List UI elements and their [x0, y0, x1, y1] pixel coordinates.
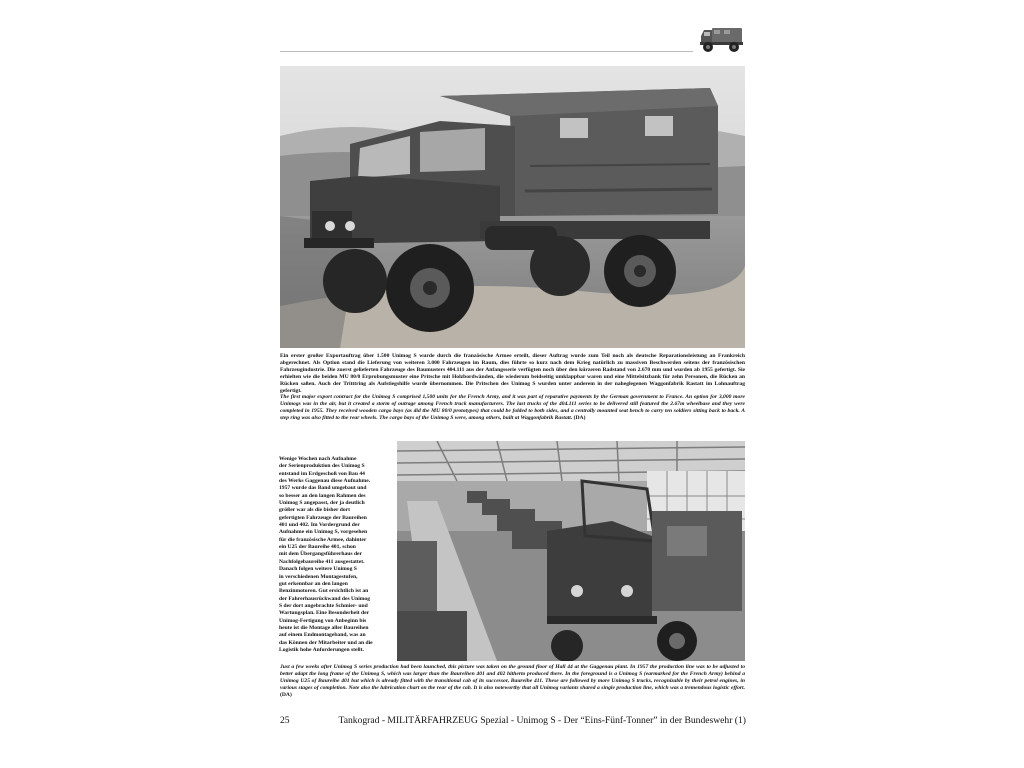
sidebar-line: ein U25 der Baureihe 401, schon	[279, 544, 356, 551]
sidebar-caption-german	[279, 456, 391, 654]
caption-english-text: The first major export contract for the Unimog S comprised 1,500 units for the French Army, and it was part of reparative payments by the German government to France. An option for 3,000 more Unimogs was in the air, but it created a storm of outrage among French truck manufacturers. The last trucks of the 404.111 series to be delivered still featured the 2.67m wheelbase and they were completed in 1955. They received wooden cargo bays (as did the MU 80/0 prototypes) that could be folded to both sides, and a centrally mounted seat bench to carry ten soldiers sitting back to back. A step ring was also fitted to the rear wheels. The cargo bays of the Unimog S were, among others, built at Waggonfabrik Rastatt.	[280, 394, 745, 422]
sidebar-line: Unimog-Fertigung von Anbeginn bis	[279, 617, 367, 624]
caption-german-text: Ein erster großer Exportauftrag über 1.500 Unimog S wurde durch die französische Armee erteilt, dieser Auftrag wurde zum Teil noch als deutsche Reparationsleistung an Frankreich abgerechnet. Als Option stand die Lieferung von weiteren 3.000 Fahrzeugen im Raum, dies führte so kurz nach dem Krieg natürlich zu massiven Beschwerden seitens der französischen Fahrzeugindustrie. Die zuerst gelieferten Fahrzeuge des Baumusters 404.111 aus der Anfangsserie verfügten noch über den kürzeren Radstand von 2.670 mm und wurden ab 1955 gefertigt. Sie erhielten wie die beiden MU 80/0 Erprobungsmuster eine Pritsche mit Holzbordwänden, die wiederum beidseitig umklappbar waren und eine Mittelsitzbank für zehn Personen, die Rücken an Rücken saßen. Auch der Tritttring als Aufstiegshilfe wurde übernommen. Die Pritschen des Unimog S wurden unter anderem in der naheglegenen Waggonfabrik Rastatt im Lohnauftrag gefertigt.	[280, 353, 745, 394]
sidebar-line: in verschiedenen Montagestufen,	[279, 573, 358, 580]
sidebar-line: 1957 wurde das Band umgebaut und	[279, 485, 367, 492]
unimog-truck-icon	[698, 24, 746, 54]
sidebar-line: Nachfolgebaureihe 411 ausgestattet.	[279, 558, 365, 565]
sidebar-line: gefertigten Fahrzeuge der Baureihen	[279, 514, 367, 521]
sidebar-line: Aufnahme ein Unimog S, vorgesehen	[279, 529, 368, 536]
sidebar-line: so besser an den langen Rahmen des	[279, 492, 366, 499]
sidebar-line: des Werks Gaggenau diese Aufnahme.	[279, 478, 371, 485]
sidebar-line: Logistik hohe Anforderungen stellt.	[279, 646, 364, 653]
page-number: 25	[280, 715, 290, 726]
footer-title: Tankograd - MILITÄRFAHRZEUG Spezial - Unimog S - Der “Eins-Fünf-Tonner” in der Bundeswehr (1)	[338, 715, 746, 726]
sidebar-line: S der dort angebrachte Schmier- und	[279, 602, 368, 609]
sidebar-line: größer war als die bisher dort	[279, 507, 351, 514]
sidebar-line: Benzinmotoren. Gut ersichtlich ist an	[279, 588, 369, 595]
sidebar-line: Unimog S angepasst, der ja deutlich	[279, 500, 365, 507]
sidebar-line: auf einem Endmontageband, was an	[279, 632, 366, 639]
photo-credit: (DA)	[573, 415, 586, 422]
sidebar-line: Wenige Wochen nach Aufnahme	[279, 456, 357, 462]
sidebar-line: heute ist die Montage aller Baureihen	[279, 624, 369, 631]
photo-credit: (DA)	[280, 691, 292, 698]
header-rule	[280, 51, 693, 52]
sidebar-line: der Fahrerhausrückwand des Unimog	[279, 595, 371, 602]
sidebar-line: gut erkennbar an den langen	[279, 580, 348, 587]
assembly-line-photo	[397, 441, 745, 661]
sidebar-line: das Können der Mitarbeiter und an die	[279, 639, 373, 646]
sidebar-line: der Serienproduktion des Unimog S	[279, 463, 365, 470]
sidebar-line: Danach folgen weitere Unimog S	[279, 566, 357, 573]
photo-caption-top	[280, 353, 745, 422]
unimog-s-truck-photo	[280, 66, 745, 348]
sidebar-line: mit dem Übergangsführerhaus der	[279, 551, 363, 558]
caption-english-text: Just a few weeks after Unimog S series production had been launched, this picture was taken on the ground floor of Hall 44 at the Gaggenau plant. In 1957 the production line was to be adjusted to better adapt the long frame of the Unimog S, which was larger than the Baureihen 401 and 402 hitherto produced there. In the foreground is a Unimog S (earmarked for the French Army) behind a Unimog U25 of Baureihe 401 but which is already fitted with the transitional cab of its successor, Baureihe 411. These are followed by more Unimog S trucks, recognizable by their petrol engines, in various stages of completion. Note also the lubrication chart on the rear of the cab. It is also noteworthy that all Unimog variants shared a single production line, which was a tremendous logistic effort.	[280, 664, 745, 691]
sidebar-line: entstand im Erdgeschoß von Bau 44	[279, 470, 365, 477]
sidebar-line: 401 und 402. Im Vordergrund der	[279, 522, 360, 529]
sidebar-line: Wartungsplan. Eine Besonderheit der	[279, 610, 370, 617]
page-footer	[280, 714, 746, 728]
photo-caption-bottom	[280, 664, 745, 699]
sidebar-line: für die französische Armee, dahinter	[279, 536, 367, 543]
